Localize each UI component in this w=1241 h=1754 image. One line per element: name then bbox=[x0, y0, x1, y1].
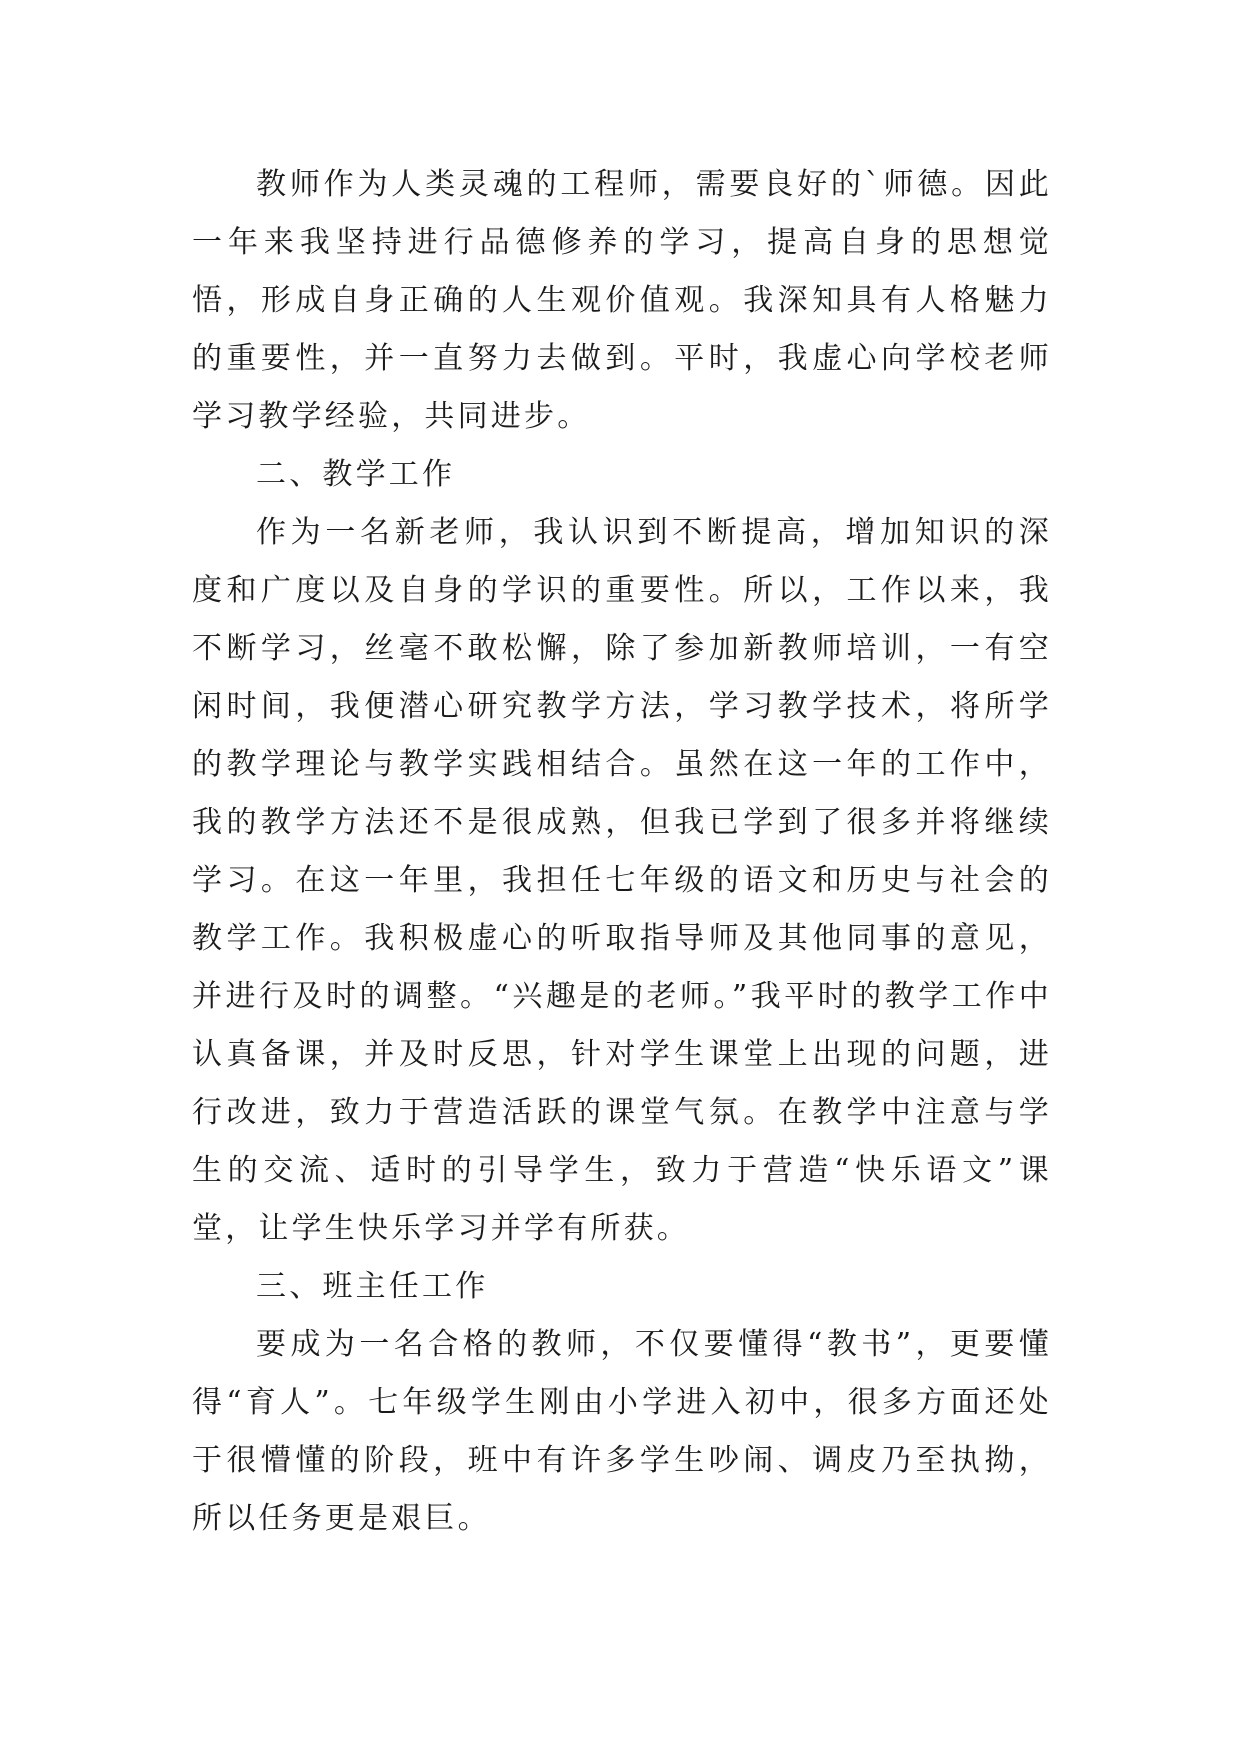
document-page bbox=[192, 156, 1052, 1548]
section-heading-class-teacher-work: 三、班主任工作 bbox=[256, 1269, 489, 1304]
paragraph-class-teacher-work: 要成为一名合格的教师，不仅要懂得“教书”，更要懂得“育人”。七年级学生刚由小学进入初中，很多方面还处于很懵懂的阶段，班中有许多学生吵闹、调皮乃至执拗，所以任务更是艰巨。 bbox=[192, 1327, 1052, 1536]
paragraph-teaching-work: 作为一名新老师，我认识到不断提高，增加知识的深度和广度以及自身的学识的重要性。所以，工作以来，我不断学习，丝毫不敢松懈，除了参加新教师培训，一有空闲时间，我便潜心研究教学方法，学习教学技术，将所学的教学理论与教学实践相结合。虽然在这一年的工作中，我的教学方法还不是很成熟，但我已学到了很多并将继续学习。在这一年里，我担任七年级的语文和历史与社会的教学工作。我积极虚心的听取指导师及其他同事的意见，并进行及时的调整。“兴趣是的老师。”我平时的教学工作中认真备课，并及时反思，针对学生课堂上出现的问题，进行改进，致力于营造活跃的课堂气氛。在教学中注意与学生的交流、适时的引导学生，致力于营造“快乐语文”课堂，让学生快乐学习并学有所获。 bbox=[192, 515, 1052, 1246]
section-heading-teaching-work: 二、教学工作 bbox=[256, 457, 456, 492]
paragraph-teacher-ethics: 教师作为人类灵魂的工程师，需要良好的`师德。因此一年来我坚持进行品德修养的学习，提高自身的思想觉悟，形成自身正确的人生观价值观。我深知具有人格魅力的重要性，并一直努力去做到。平时，我虚心向学校老师学习教学经验，共同进步。 bbox=[192, 167, 1052, 434]
